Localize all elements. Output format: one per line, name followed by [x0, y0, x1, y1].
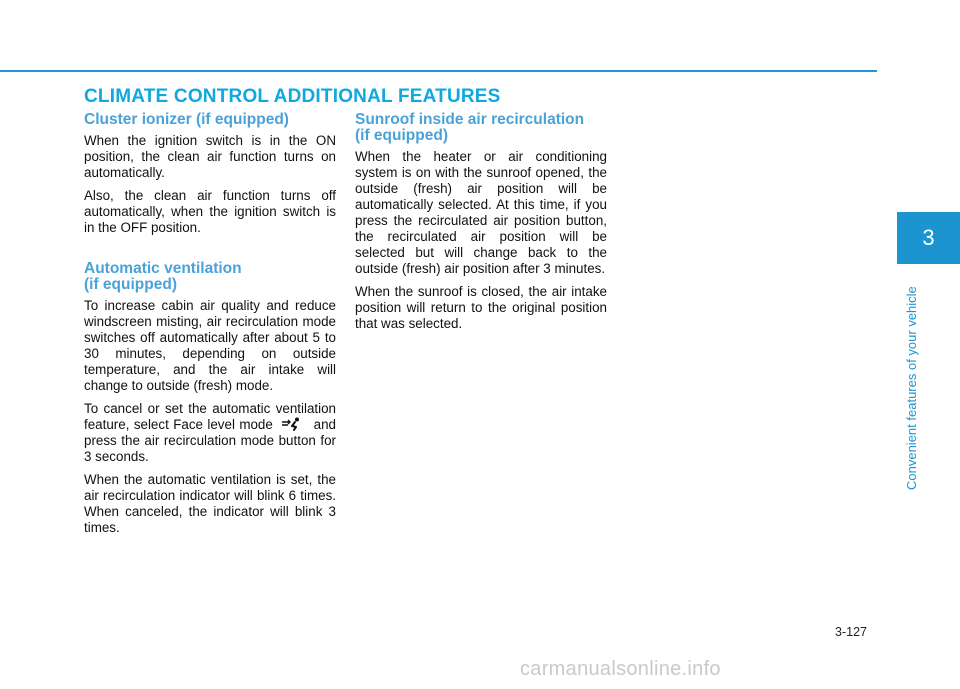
paragraph-with-icon	[84, 401, 336, 465]
paragraph: When the automatic ventilation is set, the air recirculation indicator will blink 6 times. When canceled, the indicator will blink 3 times.	[84, 472, 336, 535]
watermark: carmanualsonline.info	[520, 658, 721, 680]
paragraph: When the ignition switch is in the ON position, the clean air function turns on automatically.	[84, 133, 336, 180]
paragraph-text: To cancel or set the automatic ventilation feature, select Face level mode	[84, 401, 336, 432]
paragraph: When the heater or air conditioning system is on with the sunroof opened, the outside (fresh) air position will be automatically selected. At this time, if you press the recirculated air position button, the recirculated air position will be selected but will change back to the outside (fresh) air position after 3 minutes.	[355, 149, 607, 276]
page-number: 3-127	[835, 625, 867, 639]
top-rule	[0, 70, 877, 72]
heading-line: Automatic ventilation	[84, 260, 242, 277]
left-column	[84, 112, 336, 543]
chapter-number-tab: 3	[897, 212, 960, 264]
paragraph-text: and press the air recirculation mode button for 3 seconds.	[84, 417, 336, 464]
right-column	[355, 112, 607, 339]
section-title: CLIMATE CONTROL ADDITIONAL FEATURES	[84, 86, 501, 107]
heading-cluster-ionizer: Cluster ionizer (if equipped)	[84, 111, 289, 128]
chapter-label-text: Convenient features of your vehicle	[904, 286, 919, 490]
heading-sunroof-recirculation	[355, 112, 607, 144]
paragraph: Also, the clean air function turns off automatically, when the ignition switch is in the OFF position.	[84, 188, 336, 235]
heading-line: Sunroof inside air recirculation	[355, 111, 585, 128]
face-level-mode-icon	[279, 417, 303, 431]
heading-line: (if equipped)	[84, 276, 177, 293]
chapter-label	[896, 270, 926, 500]
heading-automatic-ventilation	[84, 261, 336, 293]
paragraph: When the sunroof is closed, the air intake position will return to the original position that was selected.	[355, 284, 607, 331]
heading-line: (if equipped)	[355, 127, 448, 144]
paragraph: To increase cabin air quality and reduce windscreen misting, air recirculation mode switches off automatically after about 5 to 30 minutes, depending on outside temperature, and the air intake will change to outside (fresh) mode.	[84, 298, 336, 393]
